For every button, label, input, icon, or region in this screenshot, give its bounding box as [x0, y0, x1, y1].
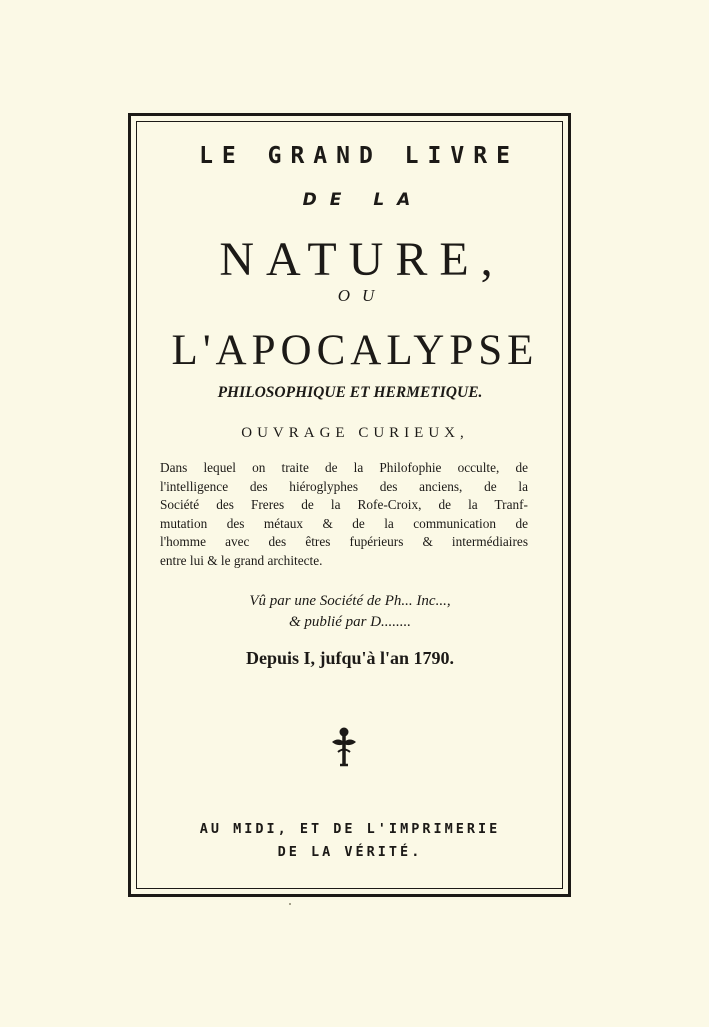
description-line: Dans lequel on traite de la Philofophie occulte, de [160, 460, 528, 475]
paper-speck [289, 903, 291, 905]
title-line-de-la: DE LA [302, 190, 424, 210]
description-line: l'intelligence des hiéroglyphes des anciens, de la [160, 478, 528, 494]
title-line-grand-livre: LE GRAND LIVRE [199, 143, 519, 169]
date-line: Depuis I, jufqu'à l'an 1790. [245, 648, 455, 668]
description-line: entre lui & le grand architecte. [160, 552, 323, 568]
publisher-line: & publié par D........ [288, 614, 412, 630]
imprint-line: AU MIDI, ET DE L'IMPRIMERIE [199, 821, 501, 837]
fleuron-ornament-icon [329, 725, 359, 767]
description-paragraph [160, 459, 528, 571]
description-line: Société des Freres de la Rofe-Croix, de la Tranf- [160, 497, 528, 513]
subtitle-philosophique: PHILOSOPHIQUE ET HERMETIQUE. [217, 384, 483, 401]
title-line-apocalypse: L'APOCALYPSE [171, 327, 539, 374]
description-line: l'homme avec des êtres fupérieurs & intermédiaires [160, 534, 528, 550]
title-line-nature: NATURE, [219, 233, 505, 286]
subtitle-ouvrage-curieux: OUVRAGE CURIEUX, [241, 425, 469, 441]
imprint-line-verite: DE LA VÉRITÉ. [277, 844, 423, 860]
title-line-ou: OU [337, 286, 387, 305]
approval-line: Vû par une Société de Ph... Inc..., [249, 593, 451, 609]
description-line: mutation des métaux & de la communication de [160, 515, 528, 531]
